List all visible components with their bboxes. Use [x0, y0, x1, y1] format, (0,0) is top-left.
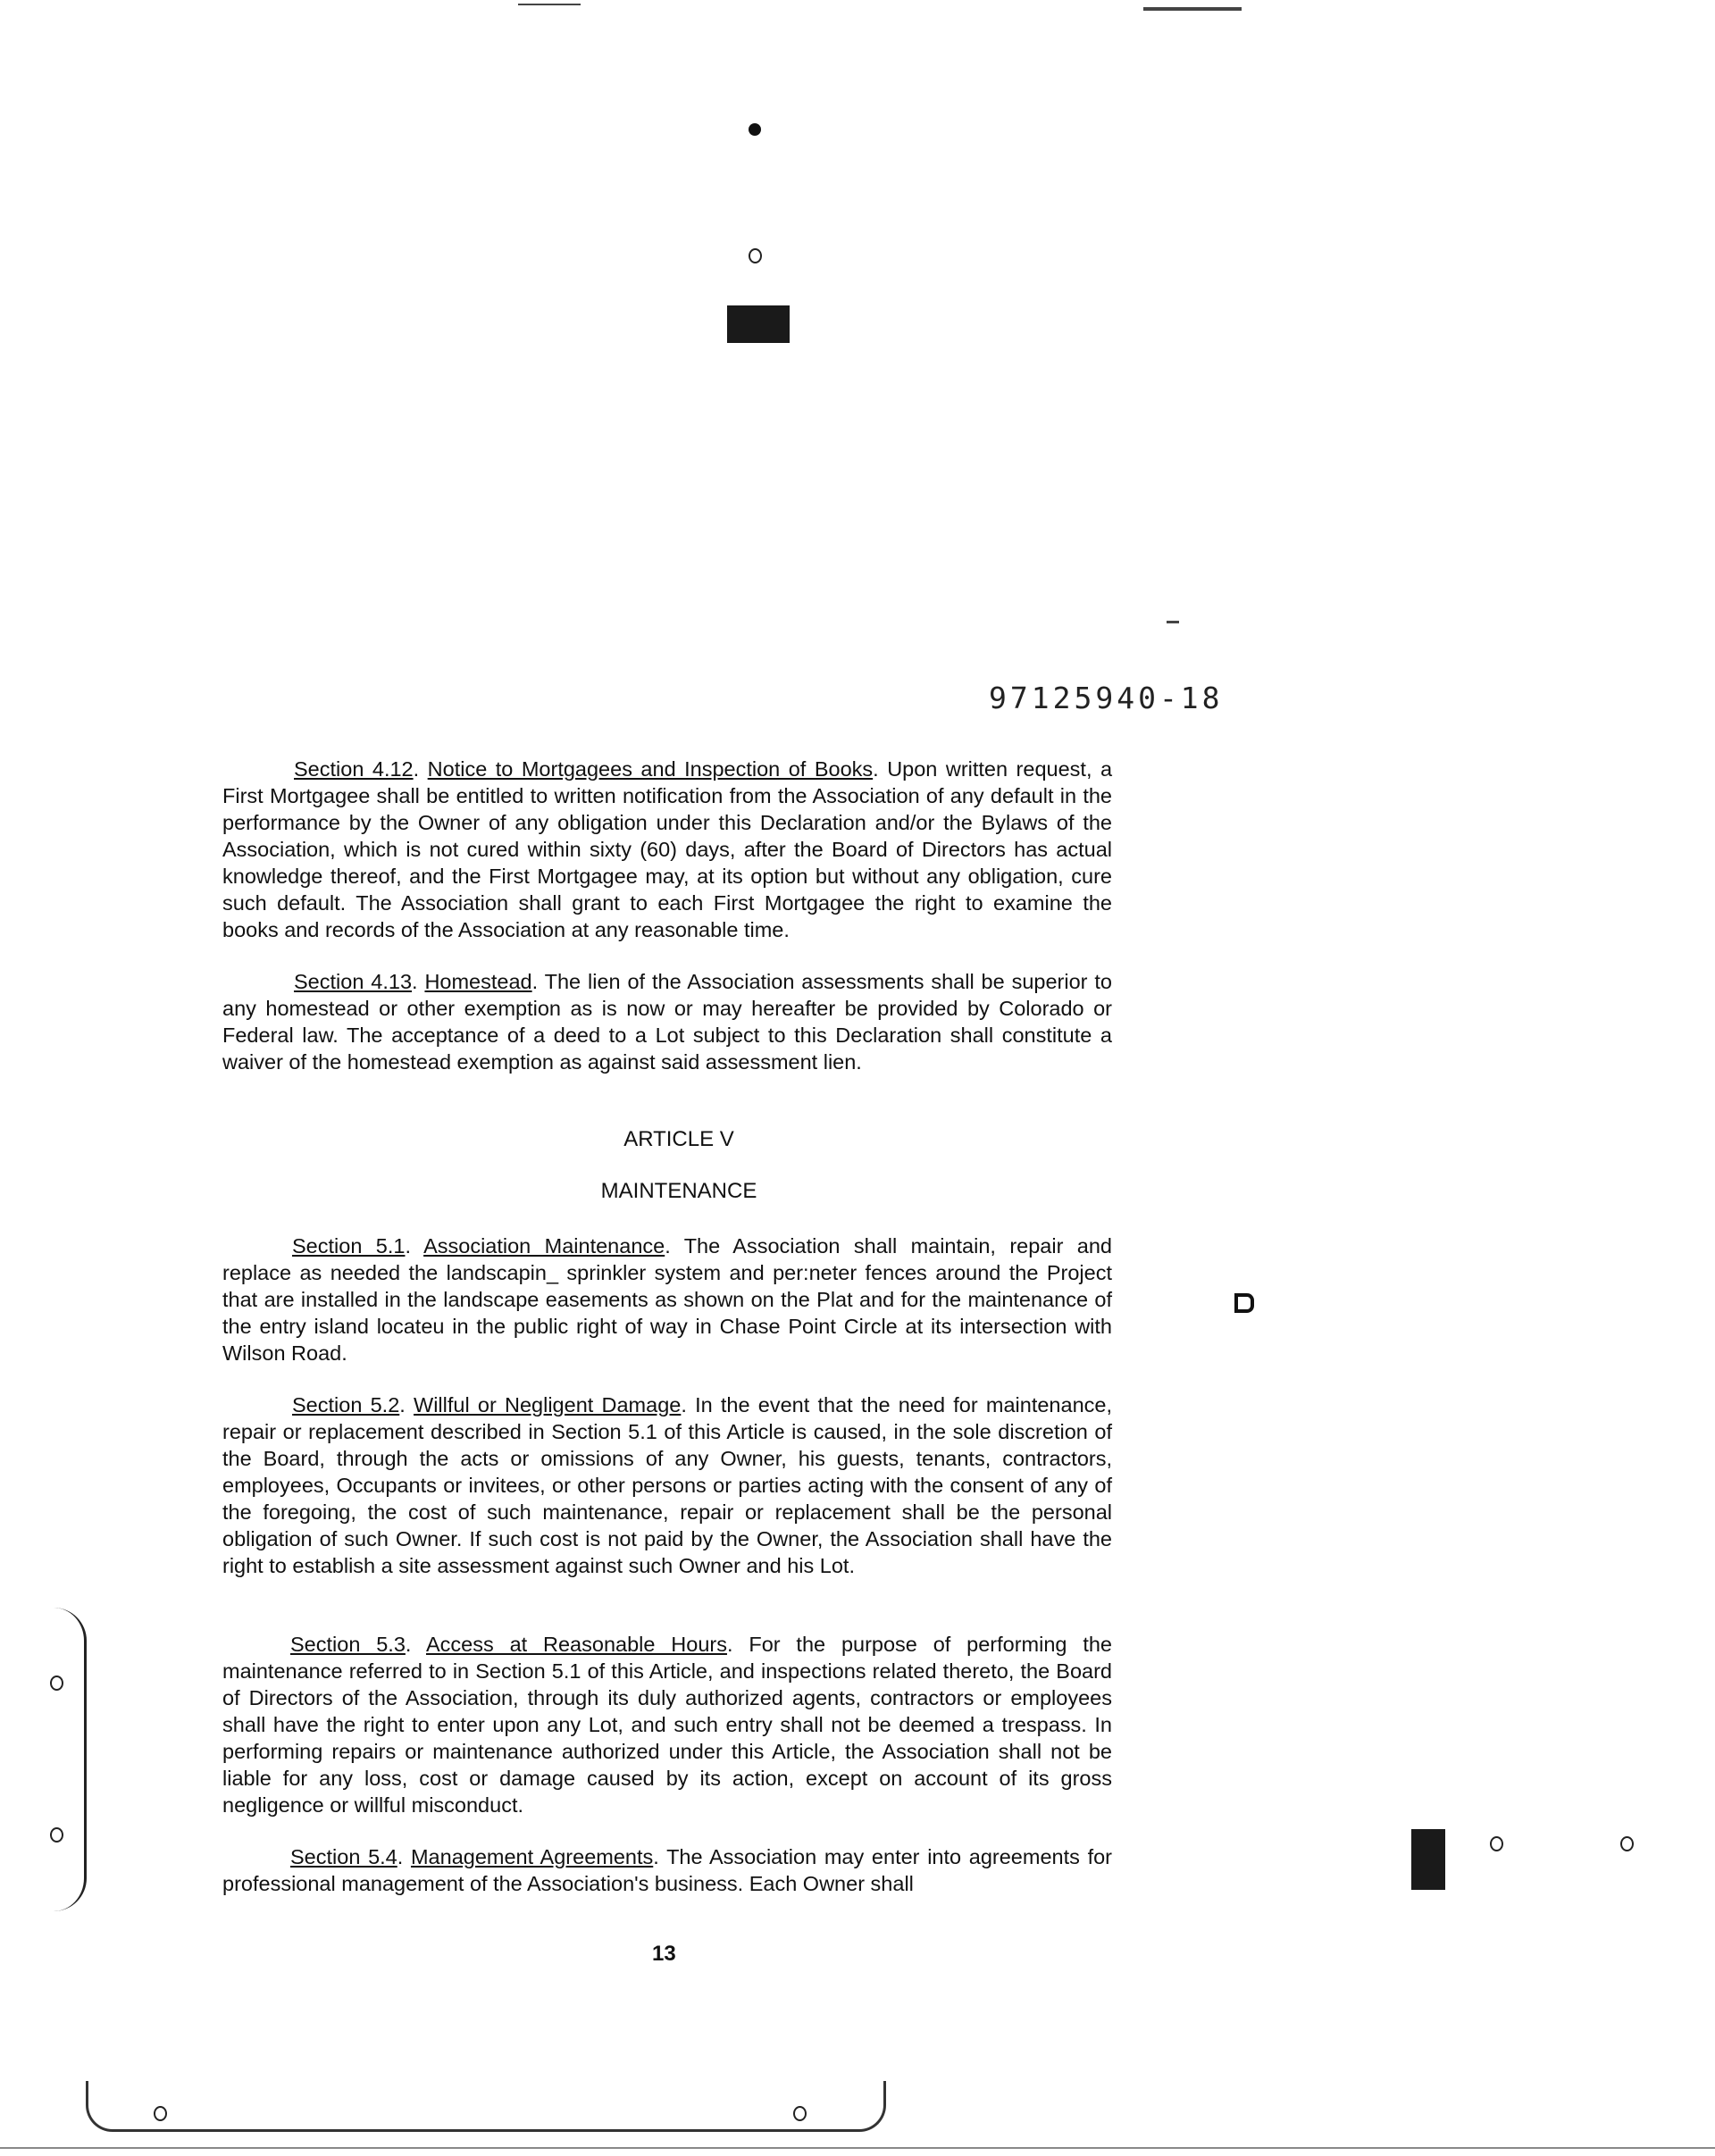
- section-text: The lien of the Association assessments shall be superior to any homestead or other exemption as is now or may hereafter be provided by Colorado or Federal law. The acceptance of a deed to a Lot subject to this Declaration shall constitute a waiver of the homestead exemption as against said assessment lien.: [222, 970, 1112, 1074]
- bottom-hole: [793, 2106, 807, 2121]
- section-title: Notice to Mortgagees and Inspection of Books: [427, 757, 874, 781]
- top-edge-mark: [1143, 7, 1242, 11]
- right-dash: [1167, 621, 1179, 623]
- section-text: The Association shall maintain, repair and replace as needed the landscapin_ sprinkler system and per:neter fences around the Project that are installed in the landscape easements as shown on the Plat and for the maintenance of the entry island locateu in the public right of way in Chase Point Circle at its intersection with Wilson Road.: [222, 1234, 1112, 1365]
- bottom-rail: [86, 2081, 886, 2132]
- section-text: In the event that the need for maintenance, repair or replacement described in Section 5.1 of this Article is caused, in the sole discretion of the Board, through the acts or omissions of any Owner, his guests, tenants, contractors, employees, Occupants or invitees, or other persons or parties acting with the consent of any of the foregoing, the cost of such maintenance, repair or replacement shall be the personal obligation of such Owner. If such cost is not paid by the Owner, the Association shall have the right to establish a site assessment against such Owner and his Lot.: [222, 1393, 1112, 1577]
- margin-glyph: [1234, 1293, 1254, 1313]
- section-title: Willful or Negligent Damage: [414, 1393, 682, 1416]
- right-hole: [1490, 1836, 1503, 1851]
- right-hole: [1620, 1836, 1634, 1851]
- section-label: Section 5.4: [290, 1845, 397, 1868]
- bottom-hole: [154, 2106, 167, 2121]
- binder-bracket: [54, 1608, 87, 1911]
- section-title: Association Maintenance: [423, 1234, 665, 1258]
- section-5-3: Section 5.3. Access at Reasonable Hours. For the purpose of performing the maintenance referred to in Section 5.1 of this Article, and inspections related thereto, the Board of Directors of the Association, through its duly authorized agents, contractors or employees shall have the right to enter upon any Lot, and such entry shall not be deemed a trespass. In performing repairs or maintenance authorized under this Article, the Association shall not be liable for any loss, cost or damage caused by its action, except on account of its gross negligence or willful misconduct.: [222, 1633, 1112, 1817]
- section-text: Upon written request, a First Mortgagee shall be entitled to written notification from the Association of any default in the performance by the Owner of any obligation under this Declaration and/or the Bylaws of the Association, which is not cured within sixty (60) days, after the Board of Directors has actual knowledge thereof, and the First Mortgagee may, at its option but without any obligation, cure such default. The Association shall grant to each First Mortgagee the right to examine the books and records of the Association at any reasonable time.: [222, 757, 1113, 941]
- bottom-edge-line: [0, 2147, 1715, 2149]
- article-number: ARTICLE V: [623, 1127, 734, 1151]
- document-number: 97125940-18: [989, 681, 1224, 715]
- section-5-2: Section 5.2. Willful or Negligent Damage. In the event that the need for maintenance, repair or replacement described in Section 5.1 of this Article is caused, in the sole discretion of the Board, through the acts or omissions of any Owner, his guests, tenants, contractors, employees, Occupants or invitees, or other persons or parties acting with the consent of any of the foregoing, the cost of such maintenance, repair or replacement shall be the personal obligation of such Owner. If such cost is not paid by the Owner, the Association shall have the right to establish a site assessment against such Owner and his Lot.: [222, 1393, 1112, 1577]
- section-label: Section 5.3: [290, 1633, 406, 1656]
- right-edge-block: [1411, 1829, 1445, 1890]
- section-label: Section 5.2: [292, 1393, 400, 1416]
- section-title: Access at Reasonable Hours: [425, 1633, 727, 1656]
- section-text: The Association may enter into agreements for professional management of the Association's business. Each Owner shall: [222, 1845, 1112, 1895]
- page-number: 13: [652, 1942, 676, 1966]
- section-text: For the purpose of performing the maintenance referred to in Section 5.1 of this Article, and inspections related thereto, the Board of Directors of the Association, through its duly authorized agents, contractors or employees shall have the right to enter upon any Lot, and such entry shall not be deemed a trespass. In performing repairs or maintenance authorized under this Article, the Association shall not be liable for any loss, cost or damage caused by its action, except on account of its gross negligence or willful misconduct.: [222, 1633, 1112, 1817]
- section-5-4: Section 5.4. Management Agreements. The Association may enter into agreements for professional management of the Association's business. Each Owner shall: [222, 1845, 1112, 1895]
- section-5-1: Section 5.1. Association Maintenance. The Association shall maintain, repair and replace as needed the landscapin_ sprinkler system and per:neter fences around the Project that are installed in the landscape easements as shown on the Plat and for the maintenance of the entry island locateu in the public right of way in Chase Point Circle at its intersection with Wilson Road.: [222, 1234, 1112, 1365]
- article-title: MAINTENANCE: [600, 1179, 757, 1203]
- section-label: Section 4.12: [294, 757, 414, 781]
- binder-hole: [50, 1827, 63, 1843]
- section-label: Section 4.13: [294, 970, 413, 993]
- top-edge-mark: [518, 4, 581, 5]
- redaction-block: [727, 305, 790, 343]
- section-label: Section 5.1: [292, 1234, 406, 1258]
- section-4-13: Section 4.13. Homestead. The lien of the Association assessments shall be superior to any homestead or other exemption as is now or may hereafter be provided by Colorado or Federal law. The acceptance of a deed to a Lot subject to this Declaration shall constitute a waiver of the homestead exemption as against said assessment lien.: [222, 970, 1112, 1074]
- scan-speck: [749, 123, 761, 136]
- binder-hole: [50, 1675, 63, 1691]
- section-title: Management Agreements: [410, 1845, 654, 1868]
- section-4-12: Section 4.12. Notice to Mortgagees and Inspection of Books. Upon written request, a First Mortgagee shall be entitled to written notification from the Association of any default in the performance by the Owner of any obligation under this Declaration and/or the Bylaws of the Association, which is not cured within sixty (60) days, after the Board of Directors has actual knowledge thereof, and the First Mortgagee may, at its option but without any obligation, cure such default. The Association shall grant to each First Mortgagee the right to examine the books and records of the Association at any reasonable time.: [222, 757, 1113, 941]
- section-title: Homestead: [424, 970, 532, 993]
- scan-hole-mark: [749, 248, 762, 263]
